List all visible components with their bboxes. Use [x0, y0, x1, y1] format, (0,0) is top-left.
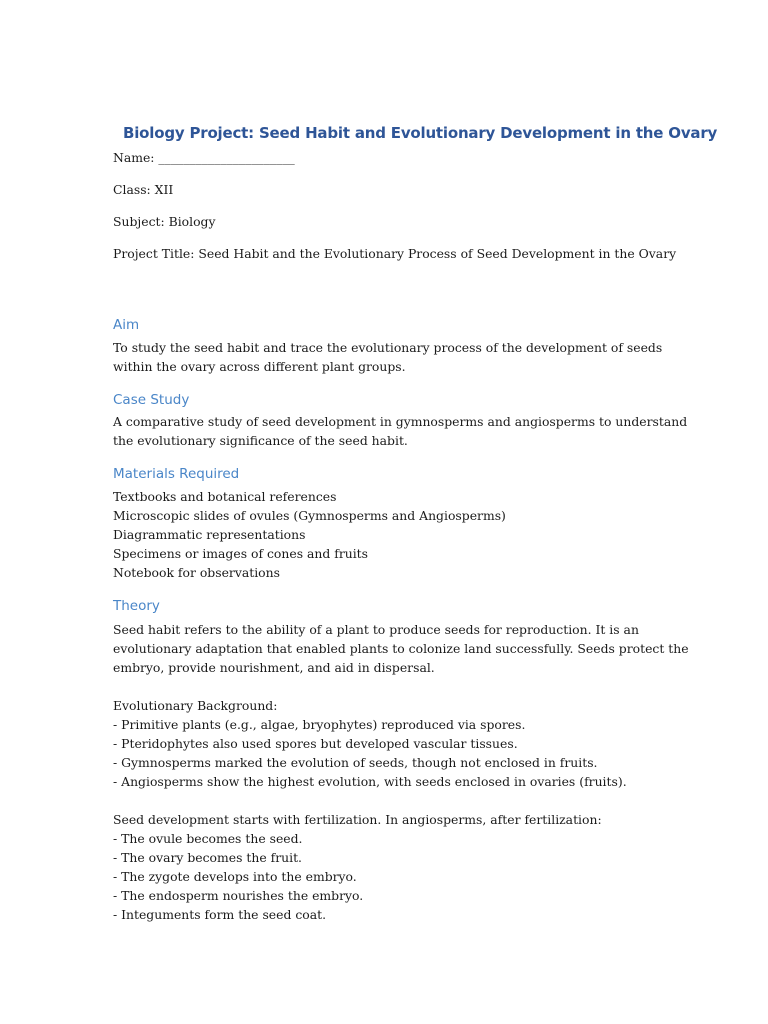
aim-line: within the ovary across different plant groups.	[113, 359, 406, 374]
list-item: Microscopic slides of ovules (Gymnosperms and Angiosperms)	[113, 508, 506, 523]
materials-heading: Materials Required	[113, 466, 240, 482]
subject-field: Subject: Biology	[113, 214, 216, 229]
name-field: Name: ______________________	[113, 150, 295, 165]
list-item: - Gymnosperms marked the evolution of seeds, though not enclosed in fruits.	[113, 755, 598, 770]
theory-line: evolutionary adaptation that enabled plants to colonize land successfully. Seeds protect the	[113, 641, 689, 656]
list-item: Notebook for observations	[113, 565, 280, 580]
case-study-paragraph	[113, 412, 688, 450]
blank-line	[113, 677, 663, 696]
class-field: Class: XII	[113, 182, 174, 197]
list-item: - The zygote develops into the embryo.	[113, 869, 357, 884]
aim-paragraph	[113, 338, 663, 376]
case-study-line: the evolutionary significance of the seed habit.	[113, 433, 408, 448]
list-item: - The ovary becomes the fruit.	[113, 850, 302, 865]
list-item: Diagrammatic representations	[113, 527, 306, 542]
evolutionary-background-label: Evolutionary Background:	[113, 698, 278, 713]
materials-list	[113, 487, 663, 582]
seed-development-label: Seed development starts with fertilization. In angiosperms, after fertilization:	[113, 812, 602, 827]
list-item: - The endosperm nourishes the embryo.	[113, 888, 364, 903]
case-study-line: A comparative study of seed development in gymnosperms and angiosperms to understand	[113, 414, 688, 429]
theory-line: embryo, provide nourishment, and aid in dispersal.	[113, 660, 435, 675]
list-item: Specimens or images of cones and fruits	[113, 546, 369, 561]
list-item: - Pteridophytes also used spores but developed vascular tissues.	[113, 736, 518, 751]
theory-heading: Theory	[113, 598, 160, 614]
list-item: - Angiosperms show the highest evolution, with seeds enclosed in ovaries (fruits).	[113, 774, 627, 789]
document-title: Biology Project: Seed Habit and Evolutionary Development in the Ovary	[123, 124, 718, 142]
list-item: Textbooks and botanical references	[113, 489, 337, 504]
blank-line	[113, 791, 663, 810]
aim-heading: Aim	[113, 317, 140, 333]
project-title-field: Project Title: Seed Habit and the Evolutionary Process of Seed Development in the Ovary	[113, 246, 677, 261]
theory-line: Seed habit refers to the ability of a plant to produce seeds for reproduction. It is an	[113, 622, 639, 637]
theory-body	[113, 620, 689, 924]
case-study-heading: Case Study	[113, 392, 190, 408]
list-item: - Primitive plants (e.g., algae, bryophytes) reproduced via spores.	[113, 717, 526, 732]
list-item: - Integuments form the seed coat.	[113, 907, 327, 922]
list-item: - The ovule becomes the seed.	[113, 831, 303, 846]
aim-line: To study the seed habit and trace the evolutionary process of the development of seeds	[113, 340, 663, 355]
